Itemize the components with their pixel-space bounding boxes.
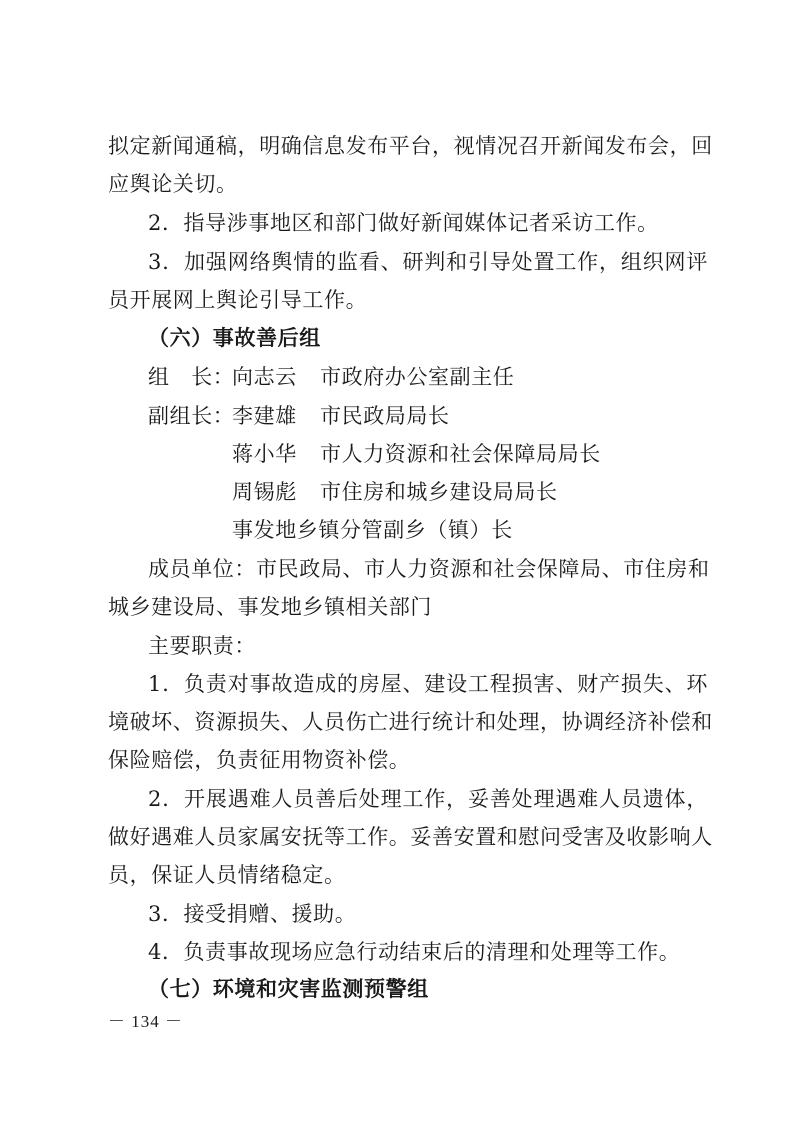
deputy-name: 蒋小华 [232,442,297,466]
deputy-role: 市住房和城乡建设局局长 [320,480,558,504]
paragraph-line: 拟定新闻通稿，明确信息发布平台，视情况召开新闻发布会，回 [108,134,713,158]
duty-line: 1．负责对事故造成的房屋、建设工程损害、财产损失、环 [148,672,708,696]
deputy-row [232,474,708,510]
duty-line: 境破坏、资源损失、人员伤亡进行统计和处理，协调经济补偿和 [108,710,713,734]
duty-line: 3．接受捐赠、援助。 [148,902,357,926]
deputy-row [232,436,708,472]
deputy-name: 李建雄 [232,404,297,428]
page-number: － 134 － [108,1012,183,1031]
deputy-extra: 事发地乡镇分管副乡（镇）长 [232,518,513,542]
members-line: 城乡建设局、事发地乡镇相关部门 [108,595,432,619]
duties-label: 主要职责： [148,634,256,658]
deputy-role: 市民政局局长 [320,404,450,428]
duty-line: 保险赔偿，负责征用物资补偿。 [108,748,411,772]
paragraph-line: 应舆论关切。 [108,172,238,196]
duty-line: 2．开展遇难人员善后处理工作，妥善处理遇难人员遗体， [148,787,708,811]
deputy-role: 市人力资源和社会保障局局长 [320,442,601,466]
deputy-label: 副组长： [148,404,235,428]
leader-name: 向志云 [232,365,297,389]
deputy-name: 周锡彪 [232,480,297,504]
duty-line: 员，保证人员情绪稳定。 [108,863,346,887]
section-heading: （六）事故善后组 [148,326,321,350]
section-heading: （七）环境和灾害监测预警组 [148,977,429,1001]
members-line: 成员单位：市民政局、市人力资源和社会保障局、市住房和 [148,557,710,581]
duty-line: 4．负责事故现场应急行动结束后的清理和处理等工作。 [148,940,681,964]
leader-row [148,359,708,395]
duty-line: 做好遇难人员家属安抚等工作。妥善安置和慰问受害及收影响人 [108,825,713,849]
leader-role: 市政府办公室副主任 [320,365,515,389]
deputy-row [148,398,708,434]
paragraph-line: 员开展网上舆论引导工作。 [108,288,368,312]
paragraph-line: 3．加强网络舆情的监看、研判和引导处置工作，组织网评 [148,250,708,274]
leader-label: 组 长： [148,365,235,389]
paragraph-line: 2．指导涉事地区和部门做好新闻媒体记者采访工作。 [148,211,659,235]
